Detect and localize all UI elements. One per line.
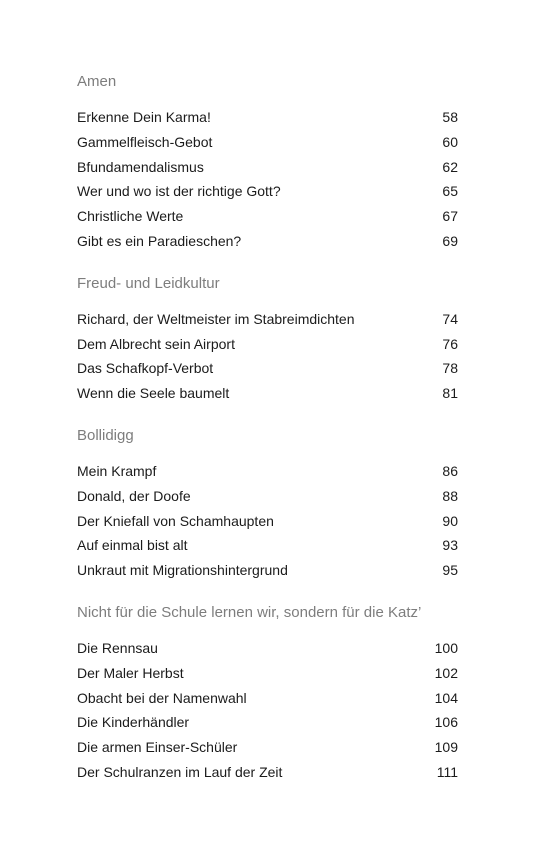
- toc-entry: [77, 533, 458, 558]
- entry-page-number: 88: [442, 487, 458, 504]
- entry-page-number: 90: [442, 512, 458, 529]
- entry-title: Bfundamendalismus: [77, 158, 204, 175]
- entry-title: Das Schafkopf-Verbot: [77, 360, 214, 377]
- entry-page-number: 111: [436, 763, 458, 780]
- entry-page-number: 100: [434, 639, 458, 656]
- entry-title: Auf einmal bist alt: [77, 537, 188, 554]
- entry-title: Mein Krampf: [77, 462, 157, 479]
- toc-entry: [77, 155, 458, 180]
- entry-page-number: 93: [442, 537, 458, 554]
- entry-page-number: 106: [434, 714, 458, 731]
- toc-entry: [77, 710, 458, 735]
- toc-entry: [77, 661, 458, 686]
- entry-page-number: 104: [434, 689, 458, 706]
- toc-entry: [77, 760, 458, 785]
- entry-title: Dem Albrecht sein Airport: [77, 335, 235, 352]
- entry-page-number: 69: [442, 232, 458, 249]
- entry-title: Obacht bei der Namenwahl: [77, 689, 247, 706]
- entry-page-number: 74: [442, 310, 458, 327]
- entry-title: Unkraut mit Migrationshintergrund: [77, 562, 288, 579]
- entry-page-number: 78: [442, 360, 458, 377]
- table-of-contents: [77, 71, 458, 804]
- toc-entry: [77, 636, 458, 661]
- toc-entry: [77, 332, 458, 357]
- entry-page-number: 81: [442, 385, 458, 402]
- entry-page-number: 86: [442, 462, 458, 479]
- toc-entry: [77, 686, 458, 711]
- toc-entry: [77, 307, 458, 332]
- entry-title: Die Kinderhändler: [77, 714, 190, 731]
- section-entries: [77, 636, 458, 785]
- toc-entry: [77, 229, 458, 254]
- entry-page-number: 102: [434, 664, 458, 681]
- entry-page-number: 65: [442, 183, 458, 200]
- entry-title: Gammelfleisch-Gebot: [77, 133, 213, 150]
- toc-entry: [77, 204, 458, 229]
- section-entries: [77, 459, 458, 583]
- entry-title: Der Kniefall von Schamhaupten: [77, 512, 274, 529]
- toc-entry: [77, 509, 458, 534]
- entry-title: Donald, der Doofe: [77, 487, 191, 504]
- entry-page-number: 60: [442, 133, 458, 150]
- toc-entry: [77, 356, 458, 381]
- section-title: Freud- und Leidkultur: [77, 274, 220, 292]
- toc-entry: [77, 558, 458, 583]
- entry-title: Gibt es ein Paradieschen?: [77, 232, 242, 249]
- entry-page-number: 76: [442, 335, 458, 352]
- entry-title: Der Schulranzen im Lauf der Zeit: [77, 763, 283, 780]
- entry-title: Die armen Einser-Schüler: [77, 739, 238, 756]
- toc-entry: [77, 735, 458, 760]
- section-entries: [77, 105, 458, 254]
- entry-title: Der Maler Herbst: [77, 664, 184, 681]
- entry-title: Erkenne Dein Karma!: [77, 109, 211, 125]
- toc-entry: [77, 459, 458, 484]
- entry-page-number: 95: [442, 562, 458, 579]
- entry-title: Wenn die Seele baumelt: [77, 385, 230, 402]
- entry-page-number: 62: [442, 158, 458, 175]
- entry-page-number: 58: [442, 109, 458, 125]
- section-title: Bollidigg: [77, 426, 134, 444]
- entry-title: Richard, der Weltmeister im Stabreimdichten: [77, 310, 355, 327]
- entry-title: Christliche Werte: [77, 208, 184, 225]
- entry-title: Wer und wo ist der richtige Gott?: [77, 183, 281, 200]
- entry-page-number: 109: [434, 739, 458, 756]
- section-entries: [77, 307, 458, 406]
- toc-entry: [77, 179, 458, 204]
- toc-entry: [77, 105, 458, 130]
- section-title: Amen: [77, 73, 117, 90]
- section-title: Nicht für die Schule lernen wir, sondern für die Katz’: [77, 603, 422, 621]
- entry-page-number: 67: [442, 208, 458, 225]
- toc-entry: [77, 484, 458, 509]
- entry-title: Die Rennsau: [77, 639, 158, 656]
- toc-entry: [77, 130, 458, 155]
- toc-entry: [77, 381, 458, 406]
